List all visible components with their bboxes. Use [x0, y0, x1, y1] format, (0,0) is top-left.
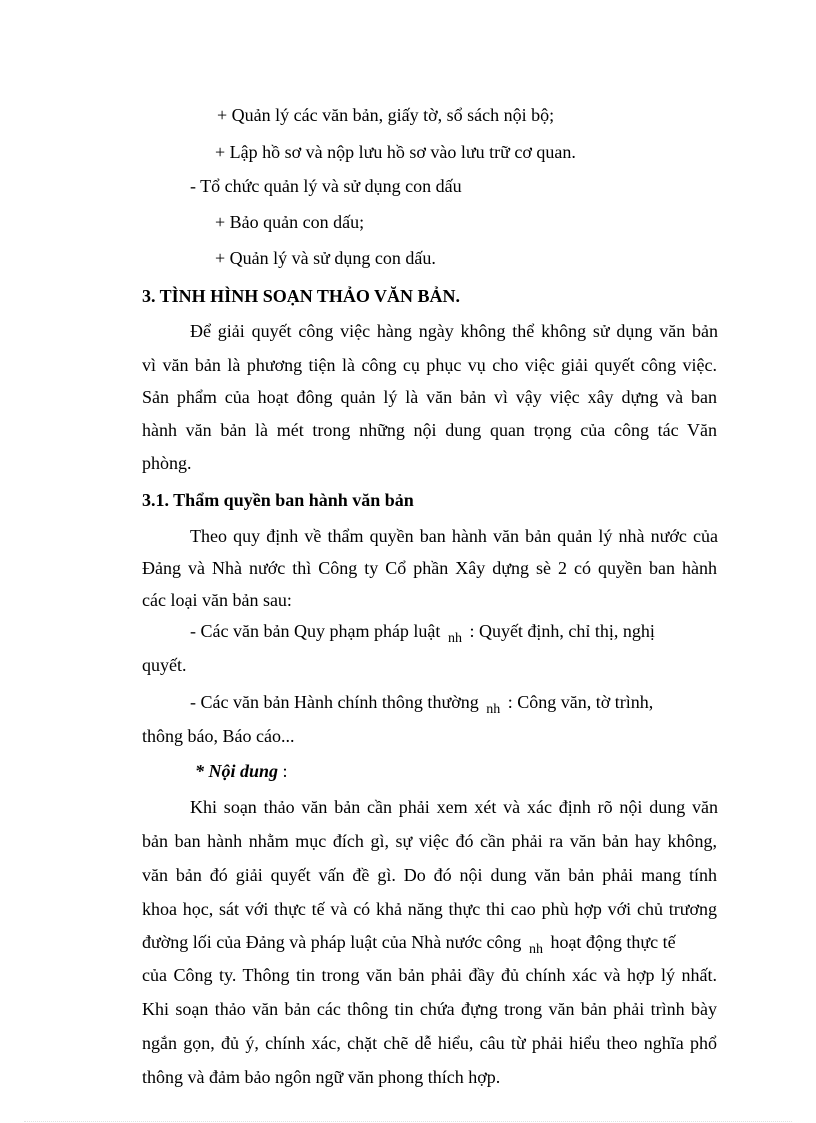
noi-dung-line: Khi soạn thảo văn bản cần phải xem xét và xác định rõ nội dung văn — [190, 797, 718, 817]
section-3-1-item-1-cont: quyết. — [142, 655, 187, 675]
item-1-text: - Các văn bản Quy phạm pháp luật — [190, 621, 441, 641]
noi-dung-last-line: thông và đảm bảo ngôn ngữ văn phong thích hợp. — [142, 1067, 501, 1087]
section-3-para-line: phòng. — [142, 453, 192, 473]
noi-dung-label: * Nội dung — [195, 761, 279, 781]
item-2-after: : Công văn, tờ trình, — [507, 692, 654, 712]
section-3-1-heading: 3.1. Thẩm quyền ban hành văn bản — [142, 490, 414, 510]
section-3-para-line: vì văn bản là phương tiện là công cụ phục vụ cho việc giải quyết công việc. — [142, 355, 717, 375]
noi-dung-line: văn bản đó giải quyết vấn đề gì. Do đó nội dung văn bản phải mang tính — [142, 865, 717, 885]
noi-dung-line: ngắn gọn, đủ ý, chính xác, chặt chẽ dễ hiểu, câu từ phải hiểu theo nghĩa phổ — [142, 1033, 717, 1053]
bullet-quan-ly-su-dung: + Quản lý và sử dụng con dấu. — [215, 248, 436, 268]
section-3-heading: 3. TÌNH HÌNH SOẠN THẢO VĂN BẢN. — [142, 286, 461, 306]
item-2-text: - Các văn bản Hành chính thông thường — [190, 692, 479, 712]
noi-dung-line: khoa học, sát với thực tế và có khả năng thực thi cao phù hợp với chủ trương — [142, 899, 717, 919]
line-5-subscript: nh — [528, 942, 543, 957]
section-3-para-line: Sản phẩm của hoạt đông quản lý là văn bản vì vậy việc xây dựng và ban — [142, 387, 717, 407]
noi-dung-heading — [195, 760, 288, 782]
section-3-1-para-line: các loại văn bản sau: — [142, 590, 292, 610]
noi-dung-line: của Công ty. Thông tin trong văn bản phải đầy đủ chính xác và hợp lý nhất. — [142, 965, 717, 985]
bullet-lap-ho-so: + Lập hồ sơ và nộp lưu hồ sơ vào lưu trữ cơ quan. — [215, 142, 576, 162]
section-3-1-para-line: Đảng và Nhà nước thì Công ty Cổ phần Xây dựng sè 2 có quyền ban hành — [142, 558, 717, 578]
noi-dung-colon: : — [278, 761, 288, 781]
bullet-bao-quan: + Bảo quản con dấu; — [215, 212, 365, 232]
noi-dung-line-5 — [142, 931, 676, 956]
line-5-text: đường lối của Đảng và pháp luật của Nhà nước công — [142, 932, 522, 952]
noi-dung-line: Khi soạn thảo văn bản các thông tin chứa đựng trong văn bản phải trình bày — [142, 999, 717, 1019]
line-5-after: hoạt động thực tế — [550, 932, 676, 952]
item-2-subscript: nh — [486, 702, 501, 717]
noi-dung-line: bản ban hành nhằm mục đích gì, sự việc đó cần phải ra văn bản hay không, — [142, 831, 717, 851]
item-1-subscript: nh — [447, 631, 462, 646]
section-3-1-item-2 — [190, 691, 653, 716]
bullet-quan-ly-van-ban: + Quản lý các văn bản, giấy tờ, sổ sách nội bộ; — [217, 105, 555, 125]
page-bottom-divider — [24, 1121, 792, 1122]
section-3-1-item-1 — [190, 620, 655, 645]
item-1-after: : Quyết định, chỉ thị, nghị — [469, 621, 655, 641]
section-3-1-item-2-cont: thông báo, Báo cáo... — [142, 726, 295, 746]
section-3-para-line: Để giải quyết công việc hàng ngày không thể không sử dụng văn bản — [190, 321, 718, 341]
section-3-para-line: hành văn bản là mét trong những nội dung quan trọng của công tác Văn — [142, 420, 717, 440]
section-3-1-para-line: Theo quy định về thẩm quyền ban hành văn bản quản lý nhà nước của — [190, 526, 718, 546]
bullet-to-chuc-con-dau: - Tổ chức quản lý và sử dụng con dấu — [190, 176, 462, 196]
